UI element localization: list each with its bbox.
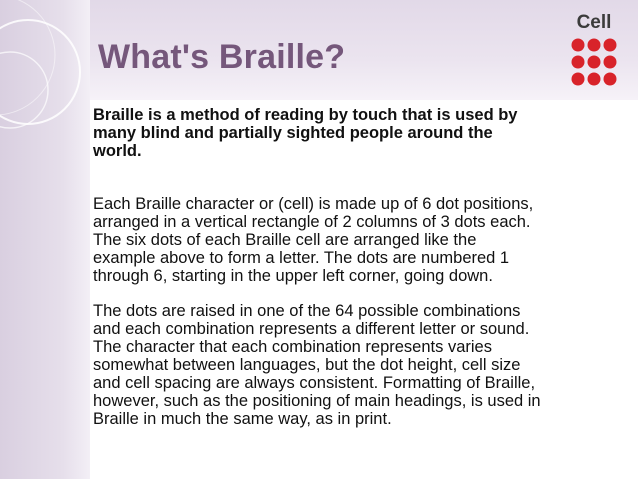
slide-body: [93, 106, 628, 428]
text-line: arranged in a vertical rectangle of 2 columns of 3 dots each.: [93, 213, 531, 231]
text-line: example above to form a letter. The dots are numbered 1: [93, 249, 510, 267]
paragraph-cell-structure: [93, 195, 628, 285]
slide-title: What's Braille?: [98, 38, 346, 76]
text-line: and cell spacing are always consistent. Formatting of Braille,: [93, 374, 536, 392]
cell-logo: [566, 12, 622, 90]
logo-text: Cell: [576, 12, 612, 33]
text-line: The character that each combination represents varies: [93, 338, 492, 356]
text-line: Braille in much the same way, as in print.: [93, 410, 392, 428]
text-line: Each Braille character or (cell) is made up of 6 dot positions,: [93, 195, 534, 213]
paragraph-combinations: [93, 302, 628, 428]
text-line: through 6, starting in the upper left corner, going down.: [93, 267, 493, 285]
text-line: somewhat between languages, but the dot height, cell size: [93, 356, 521, 374]
braille-dots-icon: [569, 37, 619, 89]
paragraph-intro: [93, 106, 628, 160]
text-line: The dots are raised in one of the 64 possible combinations: [93, 302, 521, 320]
text-line: many blind and partially sighted people around the: [93, 124, 493, 142]
text-line: however, such as the positioning of main headings, is used in: [93, 392, 541, 410]
text-line: The six dots of each Braille cell are arranged like the: [93, 231, 477, 249]
text-line: and each combination represents a different letter or sound.: [93, 320, 530, 338]
text-line: world.: [93, 142, 142, 160]
text-line: Braille is a method of reading by touch that is used by: [93, 106, 518, 124]
